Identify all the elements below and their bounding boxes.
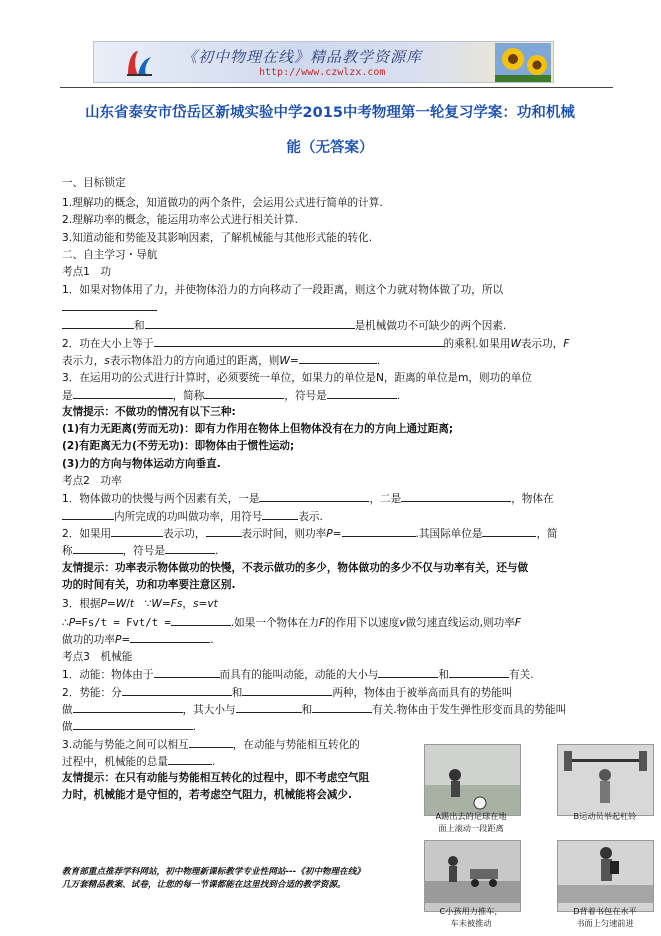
formula-line: 做功的功率P= . — [62, 634, 214, 646]
answer-blank[interactable] — [62, 318, 134, 329]
question-line: 和 是机械做功不可缺少的两个因素. — [62, 318, 506, 333]
page-title: 山东省泰安市岱岳区新城实验中学2015中考物理第一轮复习学案：功和机械 — [85, 105, 575, 121]
banner-url[interactable]: http://www.czwlzx.com — [259, 67, 386, 78]
footer-line: 教育部重点推荐学科网站，初中物理新课标教学专业性网站---《初中物理在线》 — [62, 867, 365, 877]
question-line: 是 ，简称 ，符号是 . — [62, 390, 401, 402]
answer-blank[interactable] — [401, 491, 511, 502]
answer-blank[interactable] — [206, 526, 242, 537]
site-logo-icon — [124, 47, 154, 79]
answer-blank[interactable] — [168, 754, 212, 765]
header-rule — [60, 87, 613, 88]
answer-blank[interactable] — [73, 719, 193, 730]
answer-blank[interactable] — [242, 685, 332, 696]
answer-blank[interactable] — [312, 702, 372, 713]
barbell-icon — [558, 745, 653, 815]
formula-line: ∴P=Fs/t = Fvt/t = .如果一个物体在力F的作用下以速度v做匀速直线运动,则功率F — [62, 617, 521, 629]
caption-b: B运动员举起杠铃 — [573, 811, 637, 821]
banner-title: 《初中物理在线》精品教学资源库 — [182, 48, 423, 66]
schoolbag-icon — [558, 841, 653, 903]
caption-c: C小孩用力推车， 车未被推动 — [439, 906, 503, 928]
answer-blank[interactable] — [449, 667, 509, 678]
footer-line: 几万套精品教案、试卷，让您的每一节课都能在这里找到合适的教学资源。 — [62, 880, 346, 890]
question-line: 1．物体做功的快慢与两个因素有关，一是 ，二是 ，物体在 — [62, 493, 554, 505]
tip-item: (1)有力无距离(劳而无功)：即有力作用在物体上但物体没有在力的方向上通过距离; — [62, 423, 454, 435]
question-line: 内所完成的功叫做功率，用符号 表示. — [62, 509, 323, 524]
answer-blank[interactable] — [154, 667, 220, 678]
answer-blank[interactable] — [378, 667, 438, 678]
tip-heading: 友情提示：功率表示物体做功的快慢，不表示做功的多少，物体做功的多少不仅与功率有关，还与做 — [62, 562, 529, 574]
question-line: 表示力，s表示物体沿力的方向通过的距离，则W= . — [62, 355, 381, 367]
header-banner — [93, 41, 554, 83]
section-heading: 一、目标锁定 — [62, 177, 126, 189]
cart-icon — [425, 841, 520, 903]
answer-blank[interactable] — [73, 702, 183, 713]
sunflower-icon — [495, 43, 551, 83]
answer-blank[interactable] — [236, 702, 302, 713]
tip-heading: 友情提示：不做功的情况有以下三种: — [62, 406, 236, 418]
answer-blank[interactable] — [73, 388, 173, 399]
caption-d: D背着书包在水平 书面上匀速前进 — [573, 906, 637, 928]
answer-blank[interactable] — [342, 526, 416, 537]
answer-blank[interactable] — [259, 491, 369, 502]
answer-blank[interactable] — [482, 526, 536, 537]
formula-line: 3．根据P=W/t ∵W=Fs，s=vt — [62, 598, 218, 610]
answer-blank[interactable] — [327, 388, 397, 399]
question-line: 过程中，机械能的总量 . — [62, 756, 216, 768]
photo-schoolbag — [557, 840, 654, 912]
topic-heading: 考点3 机械能 — [62, 651, 133, 663]
answer-blank[interactable] — [189, 737, 233, 748]
answer-blank[interactable] — [262, 509, 298, 520]
question-line: 2．势能：分 和 两种，物体由于被举高而具有的势能叫 — [62, 687, 513, 699]
answer-blank[interactable] — [73, 543, 123, 554]
answer-blank[interactable] — [122, 685, 232, 696]
football-icon — [425, 745, 520, 815]
question-line: 称 ，符号是 . — [62, 545, 219, 557]
photo-weightlifter — [557, 744, 654, 816]
goal-item: 2.理解功率的概念，能运用功率公式进行相关计算. — [62, 214, 298, 226]
tip-item: 功的时间有关，功和功率要注意区别. — [62, 579, 236, 591]
answer-blank[interactable] — [204, 388, 284, 399]
question-line: 3.动能与势能之间可以相互 ，在动能与势能相互转化的 — [62, 739, 360, 751]
answer-blank[interactable] — [154, 336, 444, 347]
tip-item: 力时，机械能才是守恒的，若考虑空气阻力，机械能将会减少. — [62, 789, 353, 801]
section-heading: 二、自主学习・导航 — [62, 249, 158, 261]
question-line: 做 ，其大小与 和 有关.物体由于发生弹性形变而具的势能叫 — [62, 704, 567, 716]
question-line: 2．如果用 表示功， 表示时间，则功率P= .其国际单位是 ，简 — [62, 528, 558, 540]
answer-blank[interactable] — [62, 300, 157, 315]
question-line: 3．在运用功的公式进行计算时，必须要统一单位，如果力的单位是N，距离的单位是m，则功的单位 — [62, 372, 532, 384]
answer-blank[interactable] — [62, 509, 114, 520]
answer-blank[interactable] — [299, 353, 377, 364]
question-line: 做 . — [62, 721, 196, 733]
answer-blank[interactable] — [145, 318, 355, 329]
goal-item: 3.知道动能和势能及其影响因素，了解机械能与其他形式能的转化. — [62, 232, 373, 244]
answer-blank[interactable] — [165, 543, 215, 554]
goal-item: 1.理解功的概念，知道做功的两个条件，会运用公式进行简单的计算. — [62, 197, 383, 209]
answer-blank[interactable] — [171, 615, 231, 626]
answer-blank[interactable] — [111, 526, 163, 537]
photo-football — [424, 744, 521, 816]
caption-a: A踢出去的足球在地 面上滚动一段距离 — [435, 811, 507, 833]
tip-heading: 友情提示：在只有动能与势能相互转化的过程中，即不考虑空气阻 — [62, 772, 370, 784]
tip-item: (2)有距离无力(不劳无功)：即物体由于惯性运动; — [62, 440, 295, 452]
tip-item: (3)力的方向与物体运动方向垂直. — [62, 458, 221, 470]
question-line: 1．动能：物体由于 而具有的能叫动能，动能的大小与 和 有关. — [62, 669, 534, 681]
photo-push-cart — [424, 840, 521, 912]
question-line: 2．功在大小上等于 的乘积.如果用W表示功，F — [62, 338, 570, 350]
page-title-line2: 能（无答案） — [286, 140, 374, 156]
topic-heading: 考点2 功率 — [62, 475, 122, 487]
answer-blank[interactable] — [130, 632, 210, 643]
question-line: 1．如果对物体用了力，并使物体沿力的方向移动了一段距离，则这个力就对物体做了功，所以 — [62, 284, 504, 296]
topic-heading: 考点1 功 — [62, 266, 112, 278]
